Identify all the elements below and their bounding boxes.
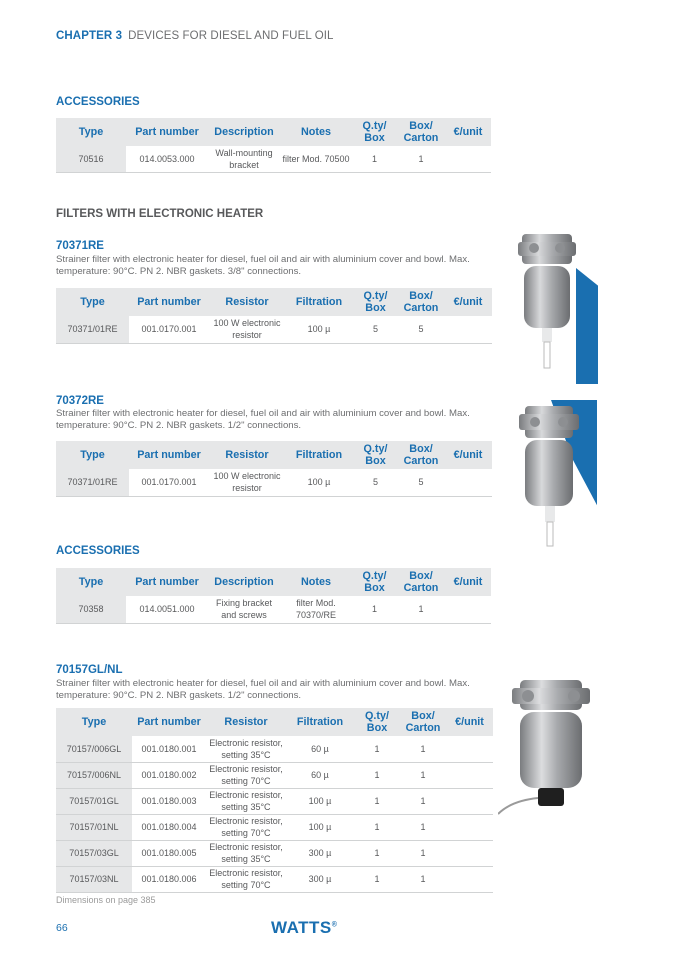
col-price: €/unit — [445, 118, 491, 146]
cell-qty: 1 — [352, 146, 397, 172]
cell-part-number: 001.0170.001 — [129, 316, 209, 343]
col-qty-box: Q.ty/ Box — [352, 118, 397, 146]
cell-filtration: 60 µ — [286, 762, 354, 788]
col-notes: Notes — [280, 568, 352, 596]
table-header-row — [56, 441, 492, 469]
cell-resistor: Electronic resistor, setting 35°C — [206, 840, 286, 866]
table-row — [56, 814, 493, 840]
cell-qty: 1 — [354, 788, 400, 814]
table-row — [56, 866, 493, 892]
logo-text: WATTS — [271, 918, 332, 937]
cell-box: 1 — [397, 596, 445, 623]
cell-type: 70157/03NL — [56, 866, 132, 892]
cell-part-number: 001.0180.001 — [132, 736, 206, 762]
chapter-subtitle: DEVICES FOR DIESEL AND FUEL OIL — [128, 30, 334, 42]
cell-box: 5 — [398, 316, 444, 343]
col-qty-box: Q.ty/ Box — [354, 708, 400, 736]
cell-qty: 1 — [354, 866, 400, 892]
filters-heading: FILTERS WITH ELECTRONIC HEATER — [56, 208, 264, 220]
cell-resistor: Electronic resistor, setting 70°C — [206, 814, 286, 840]
model-70371re-description: Strainer filter with electronic heater for diesel, fuel oil and air with aluminium cover and bowl. Max. temperature: 90°C. PN 2. NBR gaskets. 3/8" connections. — [56, 254, 470, 277]
filter-image-icon — [514, 228, 598, 384]
cell-type: 70157/006NL — [56, 762, 132, 788]
col-box-carton: Box/ Carton — [398, 441, 444, 469]
cell-resistor: 100 W electronic resistor — [209, 469, 285, 496]
col-part-number: Part number — [129, 288, 209, 316]
cell-description: Wall-mounting bracket — [208, 146, 280, 172]
col-box-carton: Box/ Carton — [400, 708, 446, 736]
col-filtration: Filtration — [285, 288, 353, 316]
table-header-row — [56, 288, 492, 316]
table-row — [56, 146, 491, 172]
cell-type: 70358 — [56, 596, 126, 623]
accessories-title-1: ACCESSORIES — [56, 96, 140, 108]
model-70157glnl-title: 70157GL/NL — [56, 664, 123, 676]
cell-price — [444, 316, 492, 343]
accessories-table-2 — [56, 568, 491, 624]
col-qty-box: Q.ty/ Box — [352, 568, 397, 596]
col-box-carton: Box/ Carton — [397, 118, 445, 146]
cell-qty: 5 — [353, 316, 398, 343]
table-row — [56, 736, 493, 762]
cell-resistor: Electronic resistor, setting 35°C — [206, 788, 286, 814]
table-row — [56, 840, 493, 866]
cell-filtration: 100 µ — [286, 814, 354, 840]
table-row — [56, 788, 493, 814]
cell-filtration: 300 µ — [286, 840, 354, 866]
cell-part-number: 014.0051.000 — [126, 596, 208, 623]
page-number: 66 — [56, 922, 68, 934]
product-image-70157glnl — [498, 676, 600, 832]
cell-part-number: 001.0170.001 — [129, 469, 209, 496]
cell-filtration: 100 µ — [285, 316, 353, 343]
table-header-row — [56, 708, 493, 736]
cell-box: 1 — [397, 146, 445, 172]
col-resistor: Resistor — [209, 441, 285, 469]
cell-qty: 1 — [352, 596, 397, 623]
cell-box: 1 — [400, 840, 446, 866]
cell-qty: 1 — [354, 814, 400, 840]
table-header-row — [56, 568, 491, 596]
footnote: Dimensions on page 385 — [56, 895, 156, 905]
cell-price — [446, 840, 493, 866]
col-notes: Notes — [280, 118, 352, 146]
cell-price — [446, 814, 493, 840]
cell-resistor: Electronic resistor, setting 70°C — [206, 762, 286, 788]
col-description: Description — [208, 118, 280, 146]
filter-image-icon — [513, 400, 597, 558]
cell-qty: 5 — [353, 469, 398, 496]
col-description: Description — [208, 568, 280, 596]
cell-part-number: 014.0053.000 — [126, 146, 208, 172]
cell-qty: 1 — [354, 840, 400, 866]
cell-type: 70371/01RE — [56, 316, 129, 343]
table-row — [56, 596, 491, 623]
cell-box: 5 — [398, 469, 444, 496]
cell-type: 70157/03GL — [56, 840, 132, 866]
col-price: €/unit — [444, 288, 492, 316]
model-70372re-description: Strainer filter with electronic heater for diesel, fuel oil and air with aluminium cover and bowl. Max. temperature: 90°C. PN 2. NBR gaskets. 1/2" connections. — [56, 408, 470, 431]
cell-notes: filter Mod. 70500 — [280, 146, 352, 172]
cell-notes: filter Mod. 70370/RE — [280, 596, 352, 623]
col-filtration: Filtration — [286, 708, 354, 736]
table-70157glnl — [56, 708, 493, 893]
accessories-title-2: ACCESSORIES — [56, 545, 140, 557]
table-row — [56, 316, 492, 343]
cell-box: 1 — [400, 866, 446, 892]
cell-type: 70371/01RE — [56, 469, 129, 496]
cell-part-number: 001.0180.003 — [132, 788, 206, 814]
cell-part-number: 001.0180.005 — [132, 840, 206, 866]
cell-part-number: 001.0180.004 — [132, 814, 206, 840]
table-70371re — [56, 288, 492, 344]
cell-price — [446, 866, 493, 892]
col-qty-box: Q.ty/ Box — [353, 288, 398, 316]
cell-price — [445, 146, 491, 172]
col-box-carton: Box/ Carton — [398, 288, 444, 316]
model-70157glnl-description: Strainer filter with electronic heater for diesel, fuel oil and air with aluminium cover and bowl. Max. temperature: 90°C. PN 2. NBR gaskets. 1/2" connections. — [56, 678, 470, 701]
cell-part-number: 001.0180.002 — [132, 762, 206, 788]
product-image-70371re — [514, 228, 598, 384]
col-price: €/unit — [445, 568, 491, 596]
cell-filtration: 100 µ — [285, 469, 353, 496]
cell-resistor: Electronic resistor, setting 70°C — [206, 866, 286, 892]
col-resistor: Resistor — [209, 288, 285, 316]
col-filtration: Filtration — [285, 441, 353, 469]
col-qty-box: Q.ty/ Box — [353, 441, 398, 469]
cell-price — [446, 788, 493, 814]
cell-price — [446, 736, 493, 762]
table-header-row — [56, 118, 491, 146]
cell-price — [445, 596, 491, 623]
col-type: Type — [56, 708, 132, 736]
cell-box: 1 — [400, 788, 446, 814]
col-part-number: Part number — [126, 118, 208, 146]
table-row — [56, 762, 493, 788]
col-type: Type — [56, 288, 129, 316]
cell-box: 1 — [400, 736, 446, 762]
cell-part-number: 001.0180.006 — [132, 866, 206, 892]
cell-box: 1 — [400, 762, 446, 788]
cell-filtration: 300 µ — [286, 866, 354, 892]
cell-filtration: 60 µ — [286, 736, 354, 762]
chapter-header — [56, 30, 334, 42]
cell-qty: 1 — [354, 762, 400, 788]
model-70372re-title: 70372RE — [56, 395, 104, 407]
chapter-label: CHAPTER 3 — [56, 30, 123, 42]
cell-qty: 1 — [354, 736, 400, 762]
col-part-number: Part number — [126, 568, 208, 596]
cell-resistor: 100 W electronic resistor — [209, 316, 285, 343]
col-price: €/unit — [444, 441, 492, 469]
model-70371re-title: 70371RE — [56, 240, 104, 252]
table-row — [56, 469, 492, 496]
cell-description: Fixing bracket and screws — [208, 596, 280, 623]
cell-type: 70157/01NL — [56, 814, 132, 840]
cell-price — [444, 469, 492, 496]
watts-logo: WATTS® — [271, 918, 338, 937]
filter-image-icon — [498, 676, 600, 832]
cell-resistor: Electronic resistor, setting 35°C — [206, 736, 286, 762]
col-box-carton: Box/ Carton — [397, 568, 445, 596]
col-price: €/unit — [446, 708, 493, 736]
col-resistor: Resistor — [206, 708, 286, 736]
cell-filtration: 100 µ — [286, 788, 354, 814]
col-type: Type — [56, 118, 126, 146]
col-part-number: Part number — [132, 708, 206, 736]
table-70372re — [56, 441, 492, 497]
accessories-table-1 — [56, 118, 491, 173]
cell-price — [446, 762, 493, 788]
col-part-number: Part number — [129, 441, 209, 469]
col-type: Type — [56, 568, 126, 596]
cell-type: 70516 — [56, 146, 126, 172]
product-image-70372re — [513, 400, 597, 558]
cell-type: 70157/01GL — [56, 788, 132, 814]
cell-type: 70157/006GL — [56, 736, 132, 762]
col-type: Type — [56, 441, 129, 469]
cell-box: 1 — [400, 814, 446, 840]
